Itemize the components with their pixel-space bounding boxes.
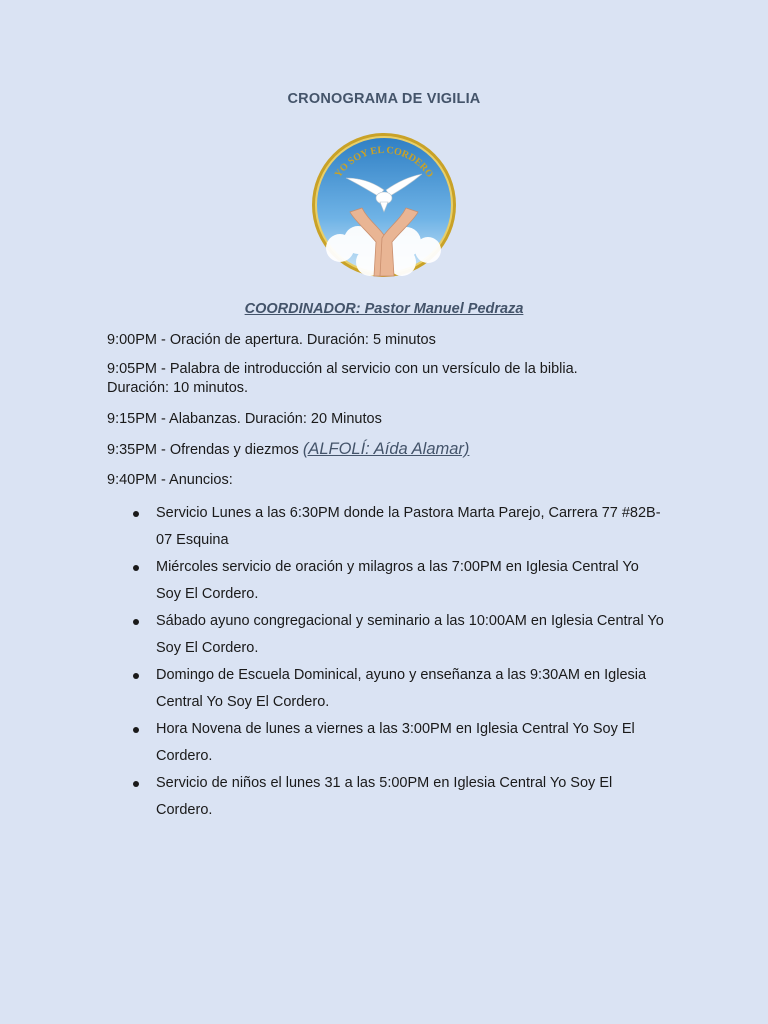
schedule-item: 9:40PM - Anuncios: — [107, 472, 233, 488]
announcements-list — [107, 500, 667, 824]
alfoli-note: (ALFOLÍ: Aída Alamar) — [302, 440, 470, 458]
list-item — [107, 662, 667, 716]
svg-text:YO SOY EL CORDERO: YO SOY EL CORDERO — [332, 144, 436, 180]
bullet-icon — [133, 619, 139, 625]
schedule-item-text: 9:35PM - Ofrendas y diezmos — [107, 442, 303, 458]
church-logo — [310, 130, 458, 280]
list-item — [107, 500, 667, 554]
list-item — [107, 608, 667, 662]
list-item — [107, 770, 667, 824]
dove-hands-logo-icon — [310, 130, 458, 280]
schedule-item: 9:00PM - Oración de apertura. Duración: 5 minutos — [107, 332, 436, 348]
schedule-item: 9:05PM - Palabra de introducción al servicio con un versículo de la biblia. Duración: 10 minutos. — [107, 361, 578, 396]
announcement-text: Hora Novena de lunes a viernes a las 3:00PM en Iglesia Central Yo Soy El Cordero. — [156, 721, 635, 764]
document-title: CRONOGRAMA DE VIGILIA — [287, 91, 481, 107]
announcement-text: Servicio Lunes a las 6:30PM donde la Pastora Marta Parejo, Carrera 77 #82B-07 Esquina — [156, 505, 661, 548]
coordinator-line: COORDINADOR: Pastor Manuel Pedraza — [244, 301, 524, 317]
list-item — [107, 716, 667, 770]
announcement-text: Miércoles servicio de oración y milagros a las 7:00PM en Iglesia Central Yo Soy El Cordero. — [156, 559, 639, 602]
bullet-icon — [133, 565, 139, 571]
list-item — [107, 554, 667, 608]
bullet-icon — [133, 781, 139, 787]
announcement-text: Domingo de Escuela Dominical, ayuno y enseñanza a las 9:30AM en Iglesia Central Yo Soy El Cordero. — [156, 667, 647, 710]
schedule-item: 9:15PM - Alabanzas. Duración: 20 Minutos — [107, 411, 382, 427]
announcement-text: Sábado ayuno congregacional y seminario a las 10:00AM en Iglesia Central Yo Soy El Cordero. — [156, 613, 664, 656]
bullet-icon — [133, 673, 139, 679]
schedule-item-offerings — [107, 440, 469, 460]
bullet-icon — [133, 727, 139, 733]
announcement-text: Servicio de niños el lunes 31 a las 5:00PM en Iglesia Central Yo Soy El Cordero. — [156, 775, 613, 818]
bullet-icon — [133, 511, 139, 517]
